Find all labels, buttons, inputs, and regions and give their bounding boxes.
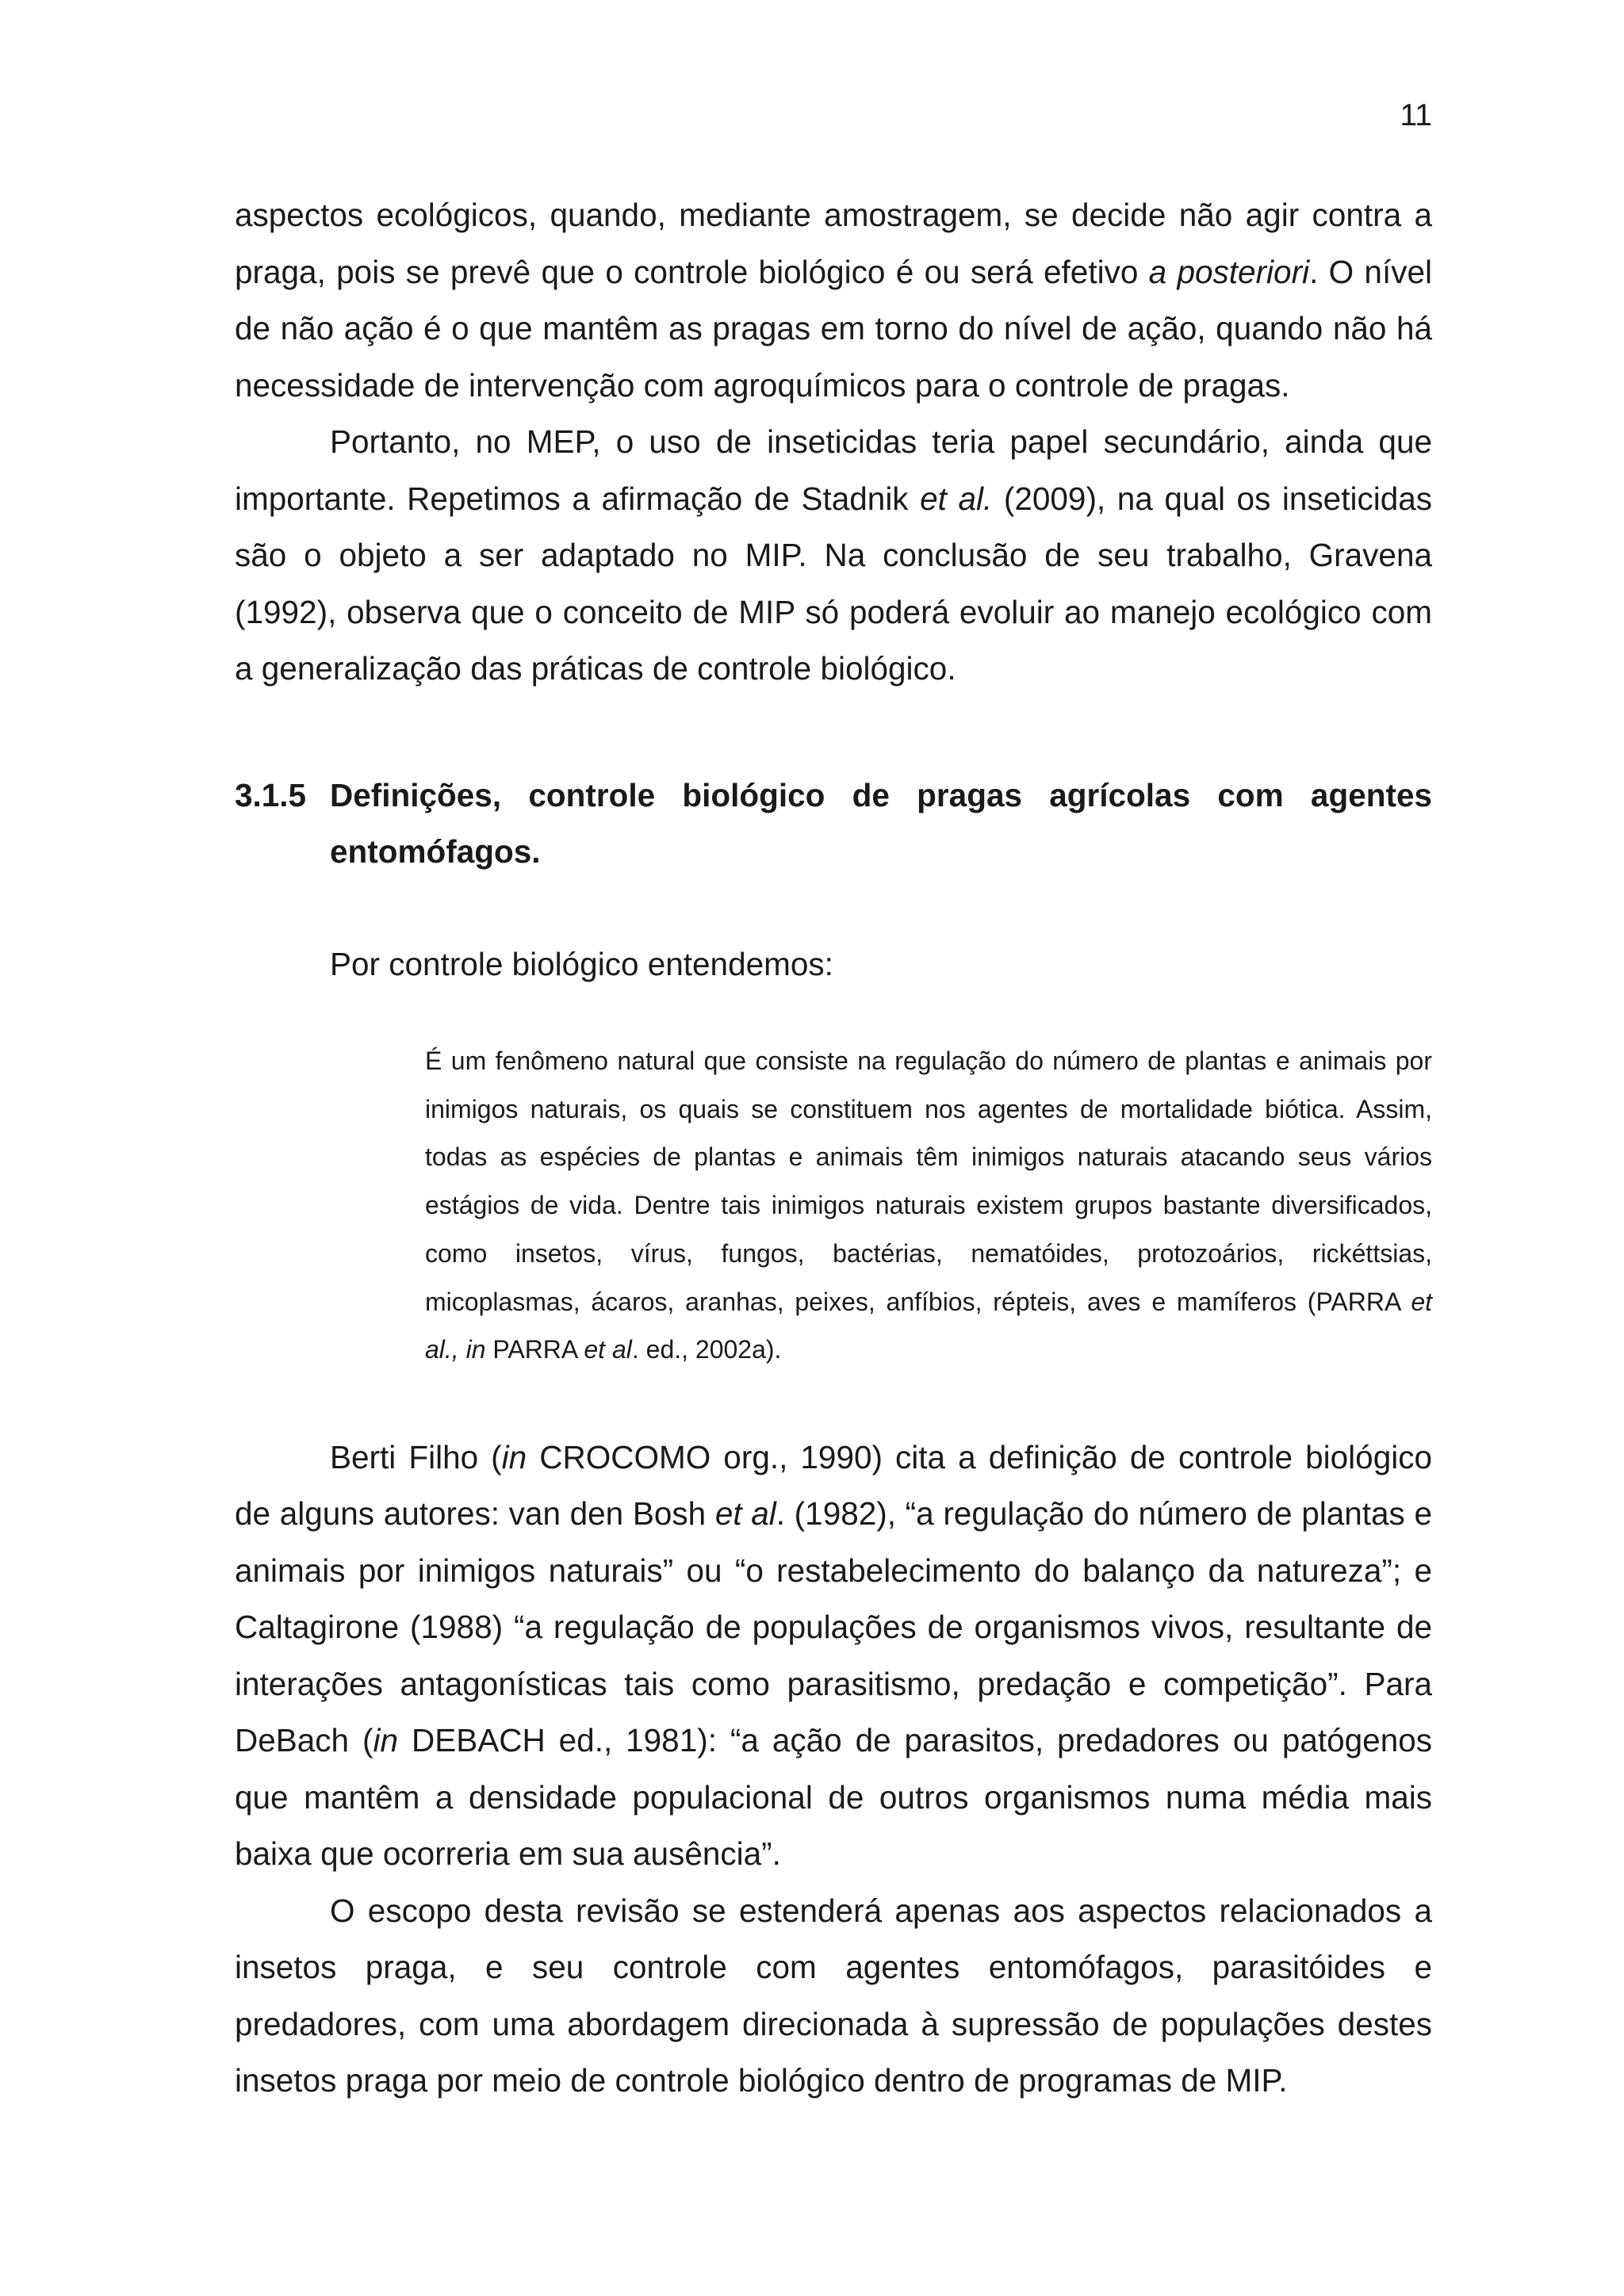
paragraph-3-text-e: . (1982), “a regulação do número de plantas e animais por inimigos naturais” ou “o restabelecimento do balanço da natureza”; e Caltagirone (1988) “a regulação de populações de organismos vivos, resultante de interações antagonísticas tais como parasitismo, predação e competição”. Para DeBach (: [235, 1495, 1432, 1759]
paragraph-3-italic-f: in: [373, 1722, 399, 1759]
paragraph-1-italic: a posteriori: [1148, 253, 1310, 290]
quote-italic-d: et al: [584, 1335, 632, 1364]
paragraph-1-text-a: aspectos ecológicos, quando, mediante amostragem, se decide não agir contra a praga, pois se prevê que o controle biológico é ou será efetivo: [235, 197, 1432, 290]
section-number: 3.1.5: [235, 776, 307, 813]
paragraph-3-text-c: CROCOMO org., 1990) cita a definição de controle biológico de alguns autores: van den Bosh: [235, 1438, 1432, 1533]
paragraph-4: O escopo desta revisão se estenderá apenas aos aspectos relacionados a insetos praga, e seu controle com agentes entomófagos, parasitóides e predadores, com uma abordagem direcionada à supressão de populações destes insetos praga por meio de controle biológico dentro de programas de MIP.: [235, 1892, 1432, 2099]
paragraph-2-text-c: (2009), na qual os inseticidas são o objeto a ser adaptado no MIP. Na conclusão de seu trabalho, Gravena (1992), observa que o conceito de MIP só poderá evoluir ao manejo ecológico com a generalização das práticas de controle biológico.: [235, 480, 1432, 687]
quote-text-a: É um fenômeno natural que consiste na regulação do número de plantas e animais por inimigos naturais, os quais se constituem nos agentes de mortalidade biótica. Assim, todas as espécies de plantas e animais têm inimigos naturais atacando seus vários estágios de vida. Dentre tais inimigos naturais existem grupos bastante diversificados, como insetos, vírus, fungos, bactérias, nematóides, protozoários, rickéttsias, micoplasmas, ácaros, aranhas, peixes, anfíbios, répteis, aves e mamíferos (PARRA: [425, 1047, 1432, 1316]
paragraph-3-italic-d: et al: [714, 1495, 776, 1533]
section-heading: [235, 767, 1432, 881]
page-number: 11: [1400, 98, 1432, 132]
paragraph-3: [235, 1429, 1432, 1883]
section-title: Definições, controle biológico de pragas agrícolas com agentes entomófagos.: [330, 776, 1432, 870]
paragraph-2-italic: et al.: [920, 480, 993, 517]
paragraph-3-text-g: DEBACH ed., 1981): “a ação de parasitos, predadores ou patógenos que mantêm a densidade populacional de outros organismos numa média mais baixa que ocorreria em sua ausência”.: [235, 1722, 1432, 1873]
quote-text-e: . ed., 2002a).: [631, 1335, 782, 1364]
paragraph-3-text-a: Berti Filho (: [330, 1438, 502, 1475]
paragraph-1-text-c: . O nível de não ação é o que mantêm as pragas em torno do nível de ação, quando não há necessidade de intervenção com agroquímicos para o controle de pragas.: [235, 253, 1432, 404]
document-body: [235, 187, 1432, 2110]
quote-intro: Por controle biológico entendemos:: [330, 945, 833, 982]
paragraph-3-italic-b: in: [501, 1438, 527, 1475]
quote-text-c: PARRA: [485, 1335, 584, 1364]
paragraph-2-text-a: Portanto, no MEP, o uso de inseticidas teria papel secundário, ainda que importante. Repetimos a afirmação de Stadnik: [235, 423, 1432, 517]
paragraph-1: [235, 187, 1432, 414]
block-quote: [425, 1037, 1432, 1374]
quote-italic-b: et al., in: [425, 1287, 1432, 1364]
paragraph-2: [235, 414, 1432, 698]
